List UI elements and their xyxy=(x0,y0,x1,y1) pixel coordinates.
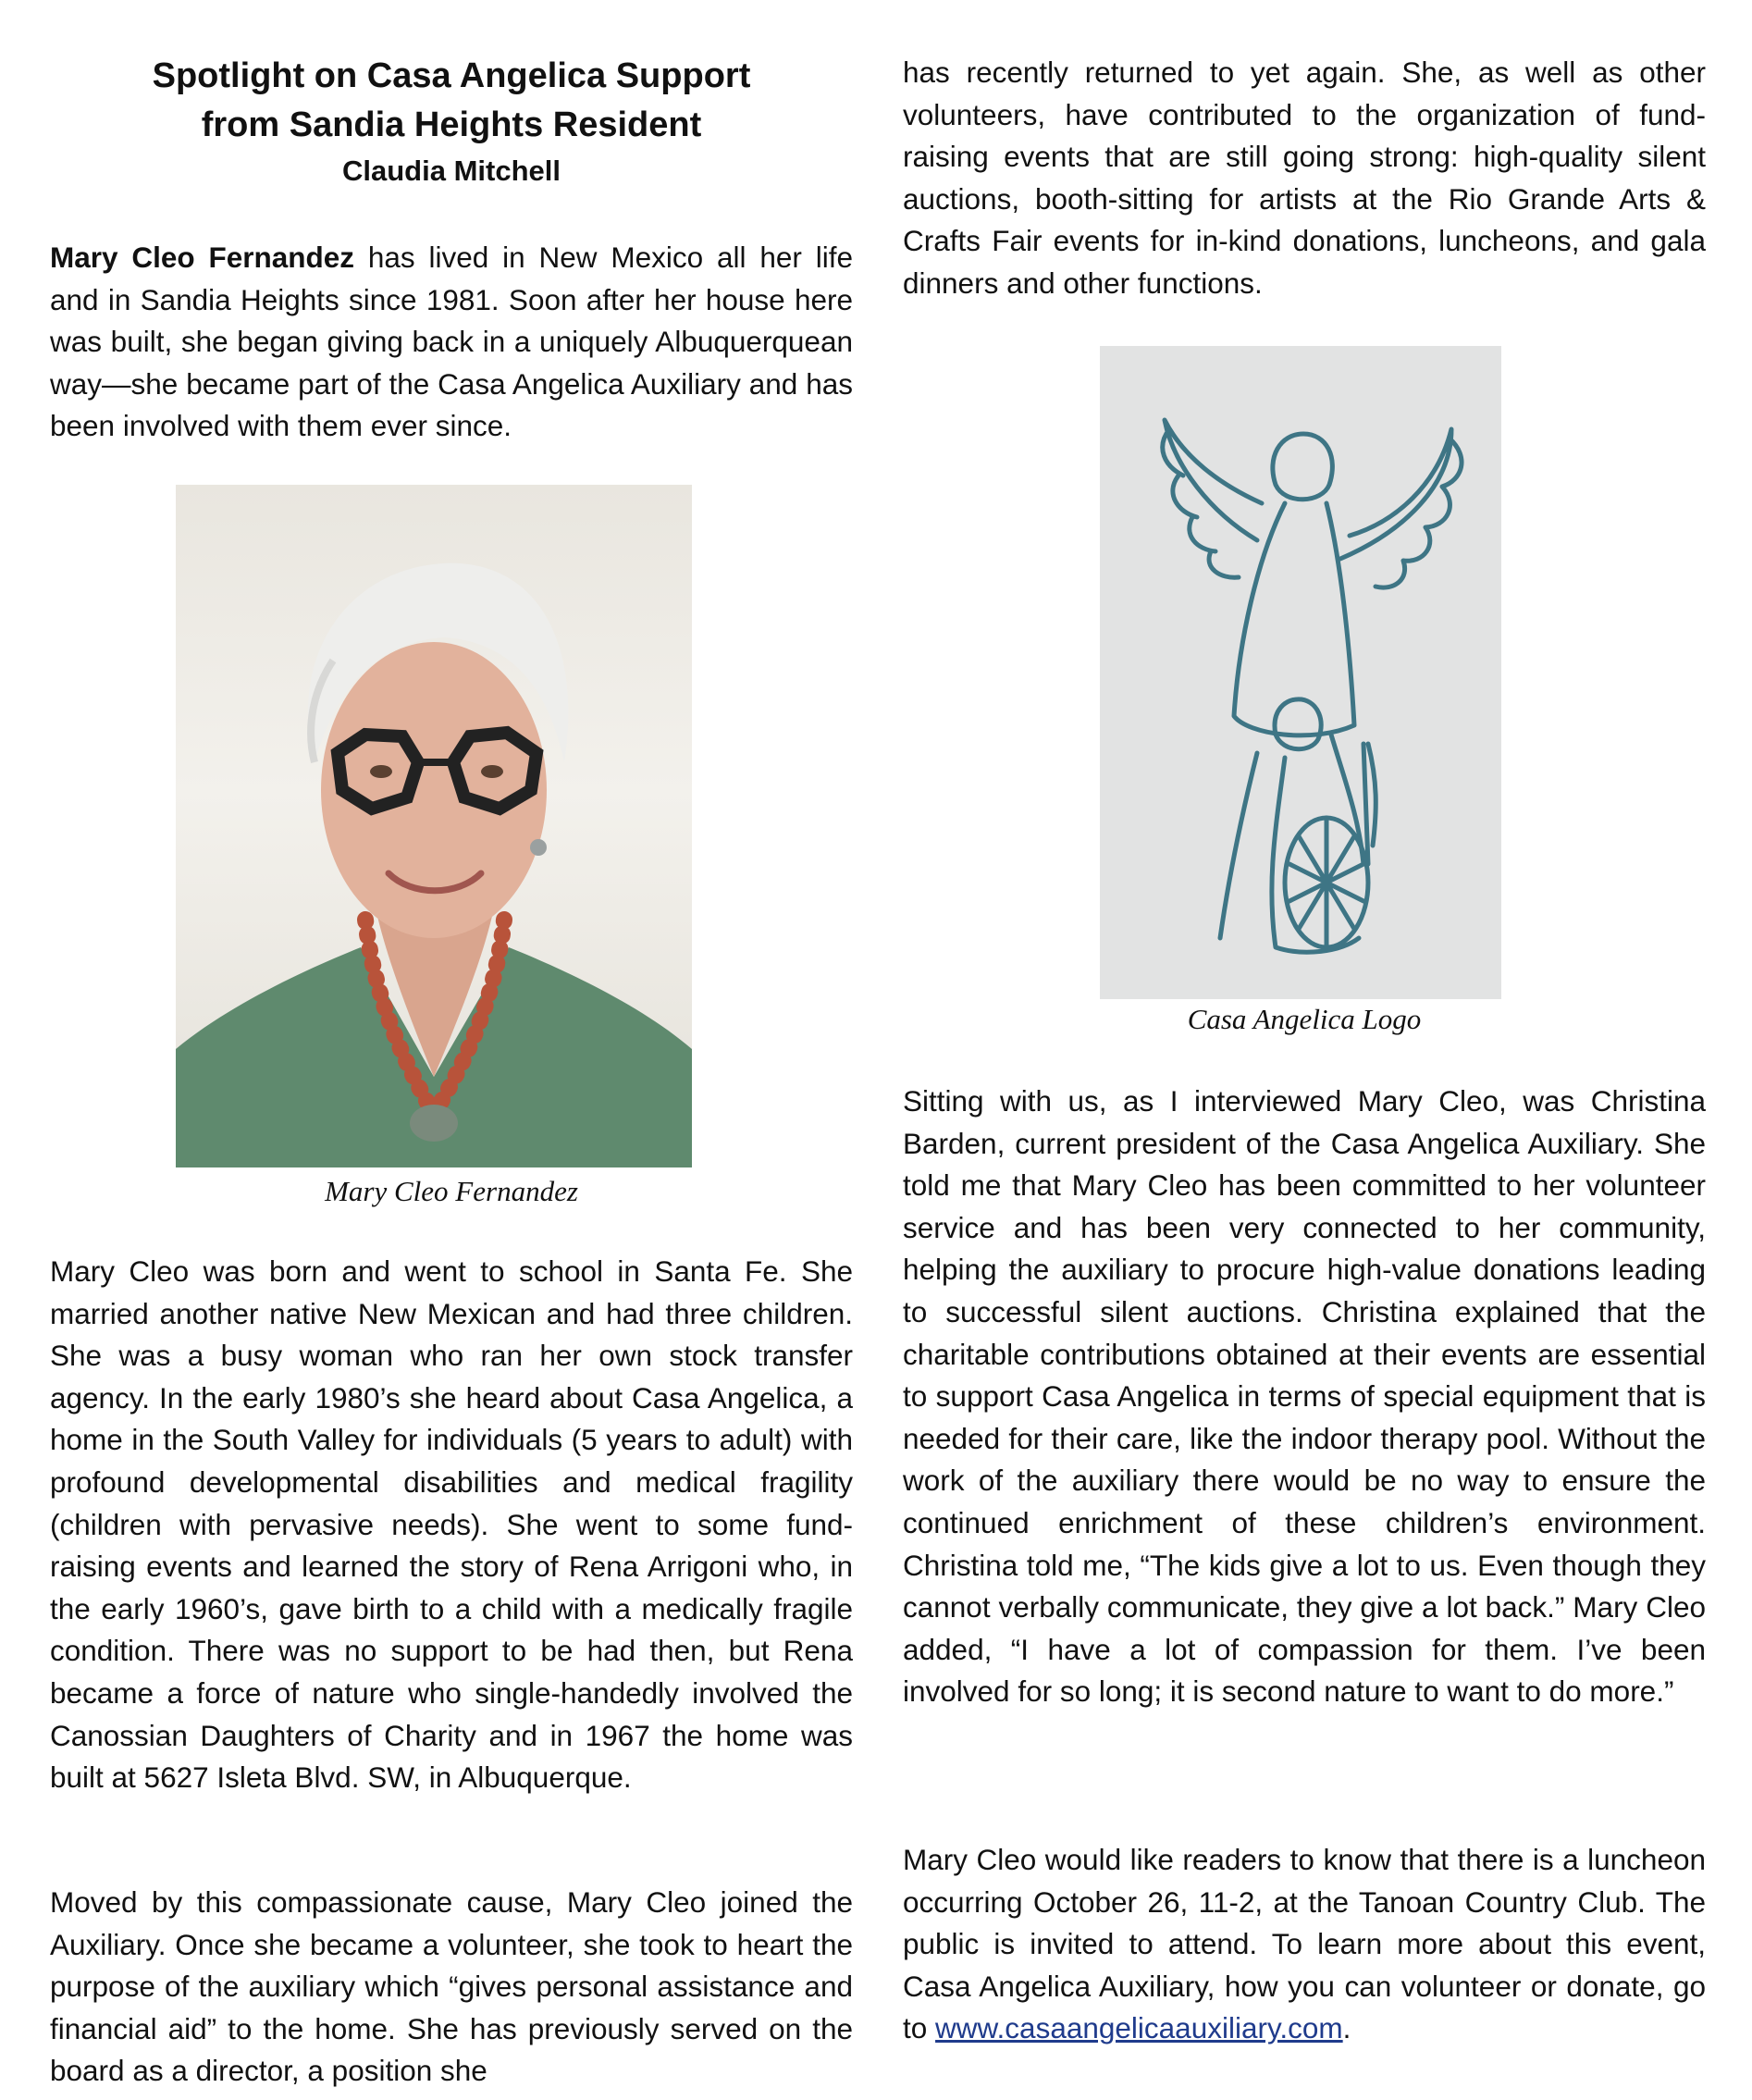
angel-wheelchair-icon xyxy=(1100,346,1501,999)
article-author: Claudia Mitchell xyxy=(342,154,561,187)
paragraph-interview: Sitting with us, as I interviewed Mary Cleo, was Christina Barden, current president of the Casa Angelica Auxiliary. She told me that Mary Cleo has been committed to her volunteer service and has been very connected to her community, helping the auxiliary to procure high-value donations leading to successful silent auctions. Christina explained that the charitable contributions obtained at their events are essential to support Casa Angelica in terms of special equipment that is needed for their care, like the indoor therapy pool. Without the work of the auxiliary there would be no way to ensure the continued enrichment of these children’s environment. Christina told me, “The kids give a lot to us. Even though they cannot verbally communicate, they give a lot back.” Mary Cleo added, “I have a lot of compassion for them. I’ve been involved for so long; it is second nature to want to do more.” xyxy=(903,1084,1706,1709)
intro-text: has lived in New Mexico all her life and in Sandia Heights since 1981. Soon after her house here was built, she began giving back in a uniquely Albuquerquean way—she became part of the Casa Angelica Auxiliary and has been involved with them ever since. xyxy=(50,241,853,443)
casa-angelica-logo xyxy=(1100,346,1501,999)
photo-caption: Mary Cleo Fernandez xyxy=(325,1175,578,1207)
intro-paragraph xyxy=(50,237,853,448)
portrait-illustration xyxy=(176,485,692,1167)
paragraph-joined-auxiliary: Moved by this compassionate cause, Mary Cleo joined the Auxiliary. Once she became a volunteer, she took to heart the purpose of the auxiliary which “gives personal assistance and financial aid” to the home. She has previously served on the board as a director, a position she xyxy=(50,1885,853,2088)
portrait-photo xyxy=(176,485,692,1167)
intro-name: Mary Cleo Fernandez xyxy=(50,241,355,274)
paragraph-luncheon xyxy=(903,1839,1706,2050)
article-title-line-2: from Sandia Heights Resident xyxy=(201,105,702,144)
paragraph-early-life: Mary Cleo was born and went to school in Santa Fe. She married another native New Mexican and had three children. She was a busy woman who ran her own stock transfer agency. In the early 1980’s she heard about Casa Angelica, a home in the South Valley for individuals (5 years to adult) with profound developmental disabilities and medical fragility (children with pervasive needs). She went to some fund-raising events and learned the story of Rena Arrigoni who, in the early 1960’s, gave birth to a child with a medically fragile condition. There was no support to be had then, but Rena became a force of nature who single-handedly involved the Canossian Daughters of Charity and in 1967 the home was built at 5627 Isleta Blvd. SW, in Albuquerque. xyxy=(50,1254,853,1795)
logo-caption: Casa Angelica Logo xyxy=(1187,1003,1422,1035)
luncheon-text: Mary Cleo would like readers to know that there is a luncheon occurring October 26, 11-2, at the Tanoan Country Club. The public is invited to attend. To learn more about this event, Casa Angelica Auxiliary, how you can volunteer or donate, go to xyxy=(903,1843,1706,2045)
link-trailing-period: . xyxy=(1342,2011,1351,2045)
website-link[interactable]: www.casaangelicaauxiliary.com xyxy=(935,2011,1343,2045)
article-title-line-1: Spotlight on Casa Angelica Support xyxy=(152,56,751,95)
paragraph-volunteer-contributions: has recently returned to yet again. She, as well as other volunteers, have contributed to the organization of fund-raising events that are still going strong: high-quality silent auctions, booth-sitting for artists at the Rio Grande Arts & Crafts Fair events for in-kind donations, luncheons, and gala dinners and other functions. xyxy=(903,56,1706,300)
